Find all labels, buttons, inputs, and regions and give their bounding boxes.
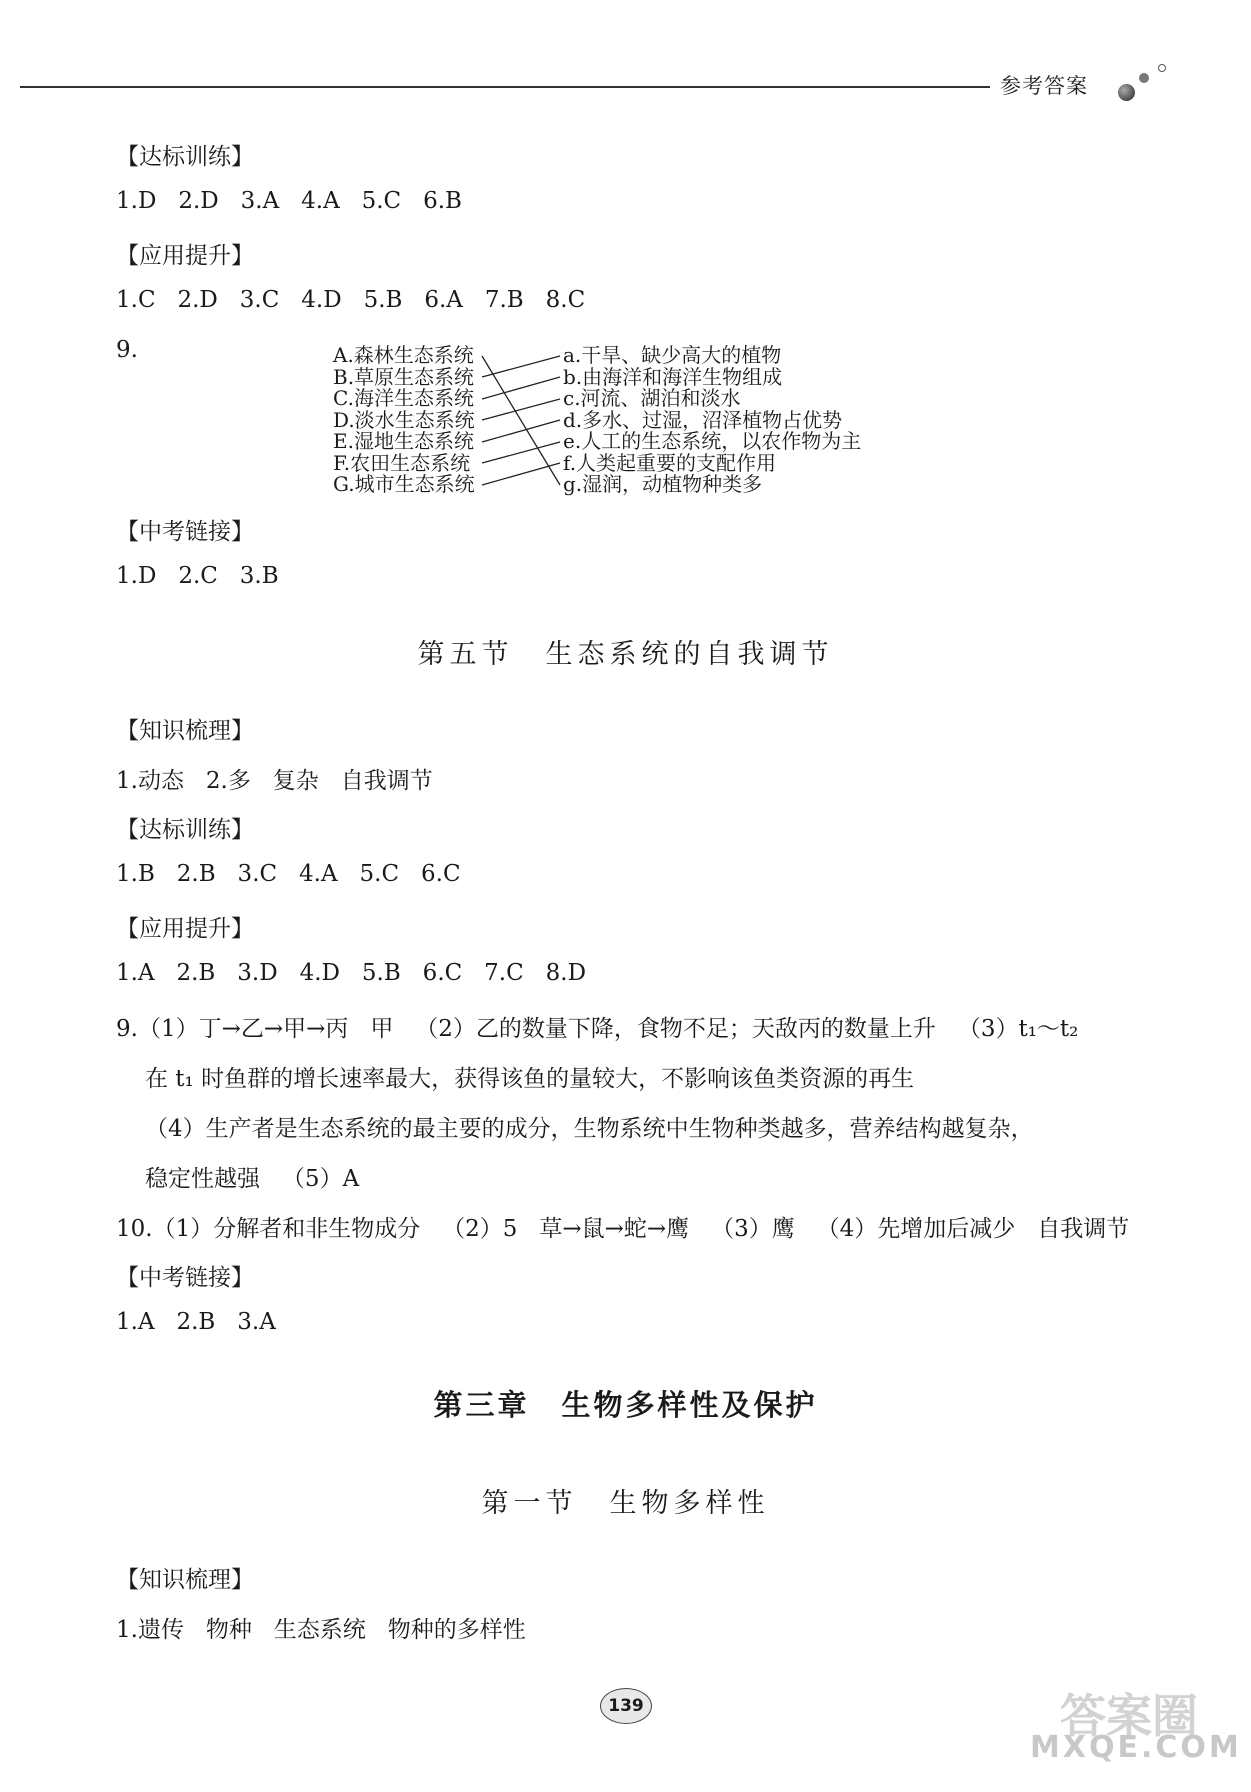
matching-lines (480, 345, 564, 497)
answers-zhongkao: 1.D 2.C 3.B (116, 563, 279, 589)
match-line (482, 442, 560, 463)
matching-right-item: b.由海洋和海洋生物组成 (563, 364, 783, 389)
page-number: 139 (600, 1688, 652, 1724)
answers-zhongkao: 1.A 2.B 3.A (116, 1309, 276, 1335)
match-line (482, 377, 560, 399)
answers-dabiao: 1.D 2.D 3.A 4.A 5.C 6.B (116, 188, 462, 214)
question-9-line: 在 t₁ 时鱼群的增长速率最大，获得该鱼的量较大，不影响该鱼类资源的再生 (145, 1066, 915, 1092)
matching-right-item: e.人工的生态系统，以农作物为主 (563, 429, 862, 453)
question-10-line: 10.（1）分解者和非生物成分 （2）5 草→鼠→蛇→鹰 （3）鹰 （4）先增加后减少 自我调节 (116, 1216, 1130, 1242)
match-line (482, 420, 560, 442)
match-line (482, 356, 560, 377)
section-title-zhishi: 【知识梳理】 (116, 718, 254, 744)
answers-dabiao: 1.B 2.B 3.C 4.A 5.C 6.C (116, 861, 461, 887)
header-title: 参考答案 (1000, 74, 1088, 98)
matching-left-item: G.城市生态系统 (333, 472, 475, 496)
matching-right-item: f.人类起重要的支配作用 (563, 450, 777, 475)
decor-dot-icon (1118, 84, 1135, 101)
matching-right-column (563, 345, 861, 496)
matching-left-item: B.草原生态系统 (333, 364, 475, 389)
section-title-zhongkao: 【中考链接】 (116, 519, 254, 545)
question-9-line: 稳定性越强 （5）A (145, 1166, 360, 1192)
section-title-zhongkao: 【中考链接】 (116, 1265, 254, 1291)
matching-right-item: c.河流、湖泊和淡水 (563, 386, 741, 410)
question-9-line: 9.（1）丁→乙→甲→丙 甲 （2）乙的数量下降，食物不足；天敌丙的数量上升 （3）t₁～t₂ (116, 1016, 1079, 1042)
decor-ring-icon (1158, 64, 1166, 72)
section-title-yingyong: 【应用提升】 (116, 243, 254, 269)
section-heading: 第五节 生态系统的自我调节 (417, 639, 834, 670)
matching-left-item: D.淡水生态系统 (333, 407, 475, 432)
matching-left-item: F.农田生态系统 (333, 450, 471, 475)
section-title-yingyong: 【应用提升】 (116, 916, 254, 942)
matching-left-item: C.海洋生态系统 (333, 386, 474, 410)
answers-yingyong: 1.C 2.D 3.C 4.D 5.B 6.A 7.B 8.C (116, 287, 586, 313)
matching-left-column (333, 345, 475, 496)
section-title-dabiao: 【达标训练】 (116, 144, 254, 170)
watermark-logo: 答案圈 (1060, 1689, 1198, 1743)
answers-zhishi: 1.动态 2.多 复杂 自我调节 (116, 768, 433, 794)
matching-right-item: d.多水、过湿，沼泽植物占优势 (563, 407, 843, 432)
answers-zhishi: 1.遗传 物种 生态系统 物种的多样性 (116, 1617, 526, 1643)
match-line (482, 463, 560, 485)
header-rule (20, 86, 990, 88)
match-line (482, 399, 560, 420)
matching-left-item: E.湿地生态系统 (333, 429, 474, 453)
watermark-text: MXQE.COM (1030, 1730, 1242, 1765)
question-9-line: （4）生产者是生态系统的最主要的成分，生物系统中生物种类越多，营养结构越复杂， (145, 1116, 1034, 1142)
chapter-title: 第三章 生物多样性及保护 (433, 1388, 818, 1422)
decor-dot-icon (1139, 73, 1149, 83)
matching-right-item: a.干旱、缺少高大的植物 (563, 343, 782, 367)
matching-left-item: A.森林生态系统 (333, 343, 474, 367)
answers-yingyong: 1.A 2.B 3.D 4.D 5.B 6.C 7.C 8.D (116, 960, 587, 986)
matching-right-item: g.湿润，动植物种类多 (563, 472, 763, 496)
section-title-dabiao: 【达标训练】 (116, 817, 254, 843)
section-title-zhishi: 【知识梳理】 (116, 1567, 254, 1593)
section-heading: 第一节 生物多样性 (481, 1488, 770, 1519)
question-9-label: 9. (116, 337, 138, 363)
